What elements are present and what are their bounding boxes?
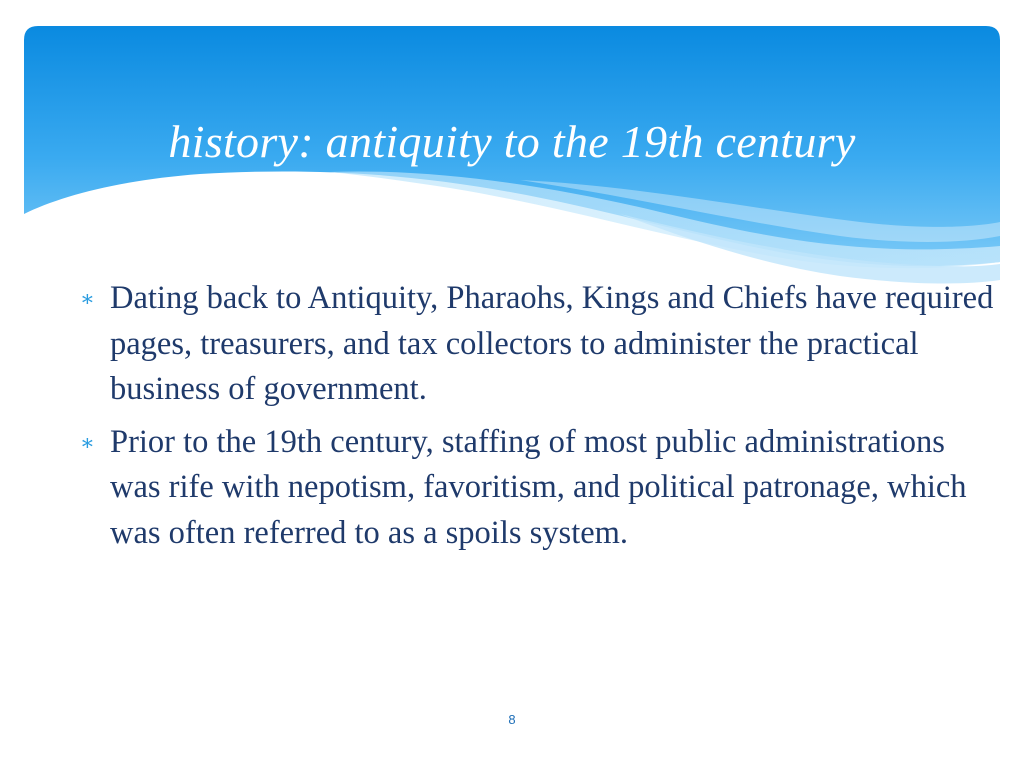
slide-title: history: antiquity to the 19th century	[168, 116, 856, 167]
asterisk-bullet-icon: ∗	[80, 286, 95, 311]
asterisk-bullet-icon: ∗	[80, 429, 95, 455]
bullet-text: Dating back to Antiquity, Pharaohs, Kings and Chiefs have required pages, treasurers, and tax collectors to administer the practical business of government.	[110, 280, 994, 407]
bullet-item	[80, 276, 1000, 413]
bullet-text: Prior to the 19th century, staffing of most public administrations was rife with nepotism, favoritism, and political patronage, which was often referred to as a spoils system.	[110, 423, 967, 551]
page-number: 8	[508, 712, 516, 727]
bullet-item	[80, 420, 1000, 557]
bullet-list	[80, 276, 1000, 563]
